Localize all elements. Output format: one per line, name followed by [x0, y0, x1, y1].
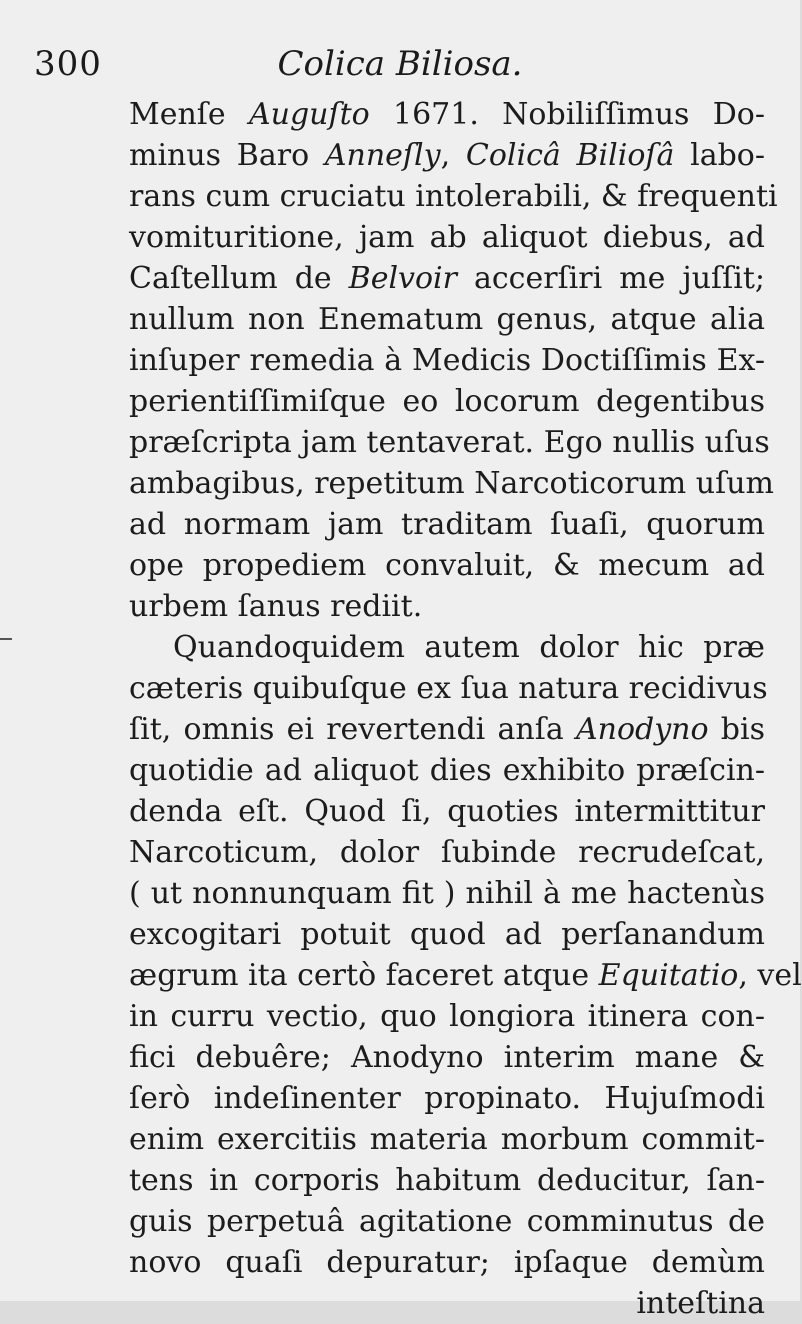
text-span: ,: [440, 138, 466, 173]
text-span: excogitari potuit quod ad perſanandum: [129, 917, 765, 952]
italic-text: Colicâ Bilioſâ: [465, 138, 675, 173]
text-span: præſcripta jam tentaverat. Ego nullis uſus: [129, 425, 770, 460]
text-line: [129, 176, 778, 217]
text-span: inſuper remedia à Medicis Doctiſſimis Ex-: [129, 343, 765, 378]
italic-text: Equitatio: [598, 958, 739, 993]
body-text: [129, 94, 802, 1324]
paragraph: [129, 627, 802, 1324]
text-line: [129, 1119, 765, 1160]
text-span: urbem ſanus rediit.: [129, 589, 423, 624]
text-line: [129, 1283, 765, 1324]
text-line: [129, 504, 765, 545]
text-span: rans cum cruciatu intolerabili, & frequenti: [129, 179, 778, 214]
text-span: 1671. Nobiliſſimus Do-: [369, 97, 765, 132]
text-span: in curru vectio, quo longiora itinera con-: [129, 999, 765, 1034]
text-line: [129, 545, 765, 586]
text-line: [129, 463, 774, 504]
text-span: bis: [708, 712, 766, 747]
text-span: labo-: [674, 138, 766, 173]
text-span: inteſtina: [636, 1286, 765, 1321]
text-span: denda eſt. Quod ſi, quoties intermittitur: [129, 794, 765, 829]
text-span: perientiſſimiſque eo locorum degentibus: [129, 384, 765, 419]
text-span: accerſiri me juſſit;: [457, 261, 765, 296]
text-span: ad normam jam traditam ſuaſi, quorum: [129, 507, 765, 542]
text-line: [129, 1037, 765, 1078]
text-line: [129, 586, 765, 627]
text-line: [129, 955, 802, 996]
text-line: [129, 996, 765, 1037]
text-span: nullum non Enematum genus, atque alia: [129, 302, 765, 337]
text-line: [129, 135, 765, 176]
text-line: [129, 750, 765, 791]
text-line: [129, 217, 765, 258]
text-span: Quandoquidem autem dolor hic præ: [173, 630, 765, 665]
text-line: [129, 340, 765, 381]
text-line: [129, 914, 765, 955]
text-span: cæteris quibuſque ex ſua natura recidivus: [129, 671, 768, 706]
italic-text: Belvoir: [348, 261, 457, 296]
text-line: [129, 258, 765, 299]
text-span: ambagibus, repetitum Narcoticorum uſum: [129, 466, 774, 501]
text-line: [129, 94, 765, 135]
italic-text: Anneſly: [324, 138, 441, 173]
text-line: [129, 1078, 765, 1119]
text-line: [129, 627, 765, 668]
text-span: ſerò indeſinenter propinato. Hujuſmodi: [129, 1081, 765, 1116]
running-title: Colica Biliosa.: [277, 44, 523, 84]
italic-text: Auguſto: [248, 97, 370, 132]
text-span: ægrum ita certò faceret atque: [129, 958, 599, 993]
text-line: [129, 381, 765, 422]
text-line: [129, 1242, 765, 1283]
margin-mark: [0, 638, 12, 640]
text-line: [129, 299, 765, 340]
text-span: Menſe: [129, 97, 249, 132]
italic-text: Anodyno: [575, 712, 709, 747]
text-span: quotidie ad aliquot dies exhibito præſcin-: [129, 753, 765, 788]
text-line: [129, 1201, 765, 1242]
text-span: fici debuêre; Anodyno interim mane &: [129, 1040, 765, 1075]
text-span: ſit, omnis ei revertendi anſa: [129, 712, 576, 747]
text-span: enim exercitiis materia morbum commit-: [129, 1122, 765, 1157]
paragraph: [129, 94, 778, 627]
text-span: , vel: [738, 958, 802, 993]
text-span: vomituritione, jam ab aliquot diebus, ad: [129, 220, 765, 255]
text-span: ope propediem convaluit, & mecum ad: [129, 548, 765, 583]
text-line: [129, 791, 765, 832]
text-span: Caſtellum de: [129, 261, 349, 296]
text-line: [129, 1160, 765, 1201]
text-span: novo quaſi depuratur; ipſaque demùm: [129, 1245, 765, 1280]
text-line: [129, 832, 765, 873]
text-line: [129, 709, 765, 750]
page-number: 300: [34, 44, 102, 84]
text-span: Narcoticum, dolor ſubinde recrudeſcat,: [129, 835, 765, 870]
text-line: [129, 422, 770, 463]
text-span: tens in corporis habitum deducitur, ſan-: [129, 1163, 765, 1198]
text-span: minus Baro: [129, 138, 325, 173]
text-span: ( ut nonnunquam fit ) nihil à me hactenùs: [129, 876, 765, 911]
text-span: guis perpetuâ agitatione comminutus de: [129, 1204, 765, 1239]
text-line: [129, 668, 768, 709]
text-line: [129, 873, 765, 914]
